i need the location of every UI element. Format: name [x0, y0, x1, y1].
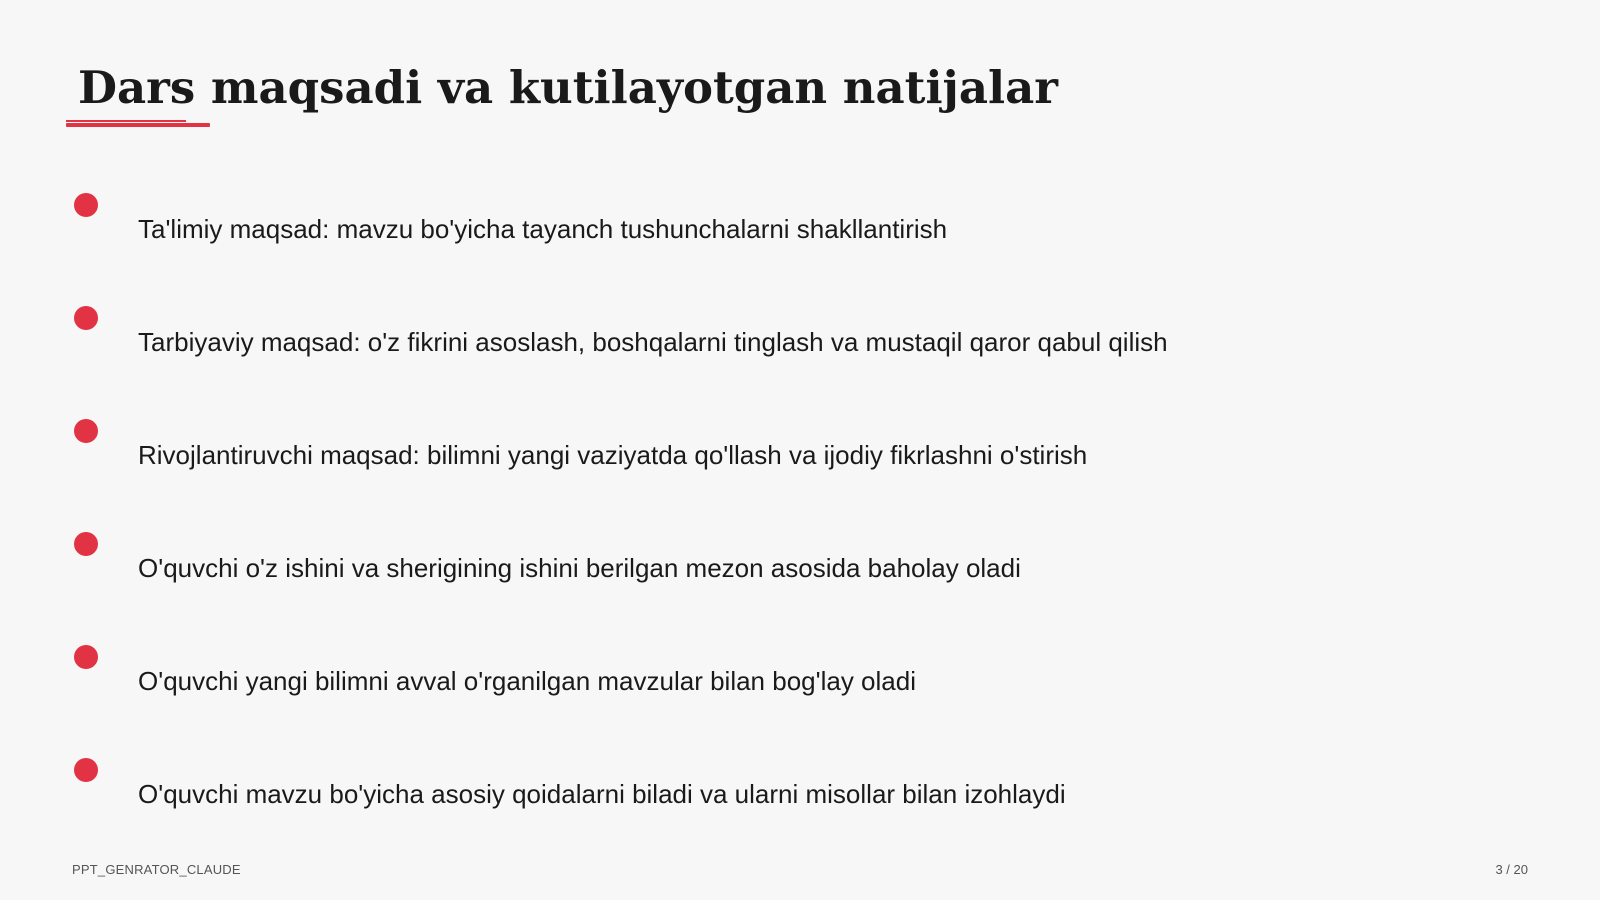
- bullet-item: [0, 419, 1400, 489]
- bullet-text: O'quvchi o'z ishini va sherigining ishini berilgan mezon asosida baholay oladi: [138, 553, 1021, 583]
- slide-title: Dars maqsadi va kutilayotgan natijalar: [78, 61, 1058, 114]
- title-underline-thin: [66, 120, 186, 122]
- bullet-dot-icon: [74, 532, 98, 556]
- bullet-dot-icon: [74, 306, 98, 330]
- bullet-text: O'quvchi mavzu bo'yicha asosiy qoidalarni biladi va ularni misollar bilan izohlaydi: [138, 779, 1066, 809]
- bullet-text: Ta'limiy maqsad: mavzu bo'yicha tayanch tushunchalarni shakllantirish: [138, 214, 948, 244]
- bullet-item: [0, 306, 1400, 376]
- bullet-dot-icon: [74, 758, 98, 782]
- bullet-dot-icon: [74, 645, 98, 669]
- bullet-text: Rivojlantiruvchi maqsad: bilimni yangi vaziyatda qo'llash va ijodiy fikrlashni o'stirish: [138, 440, 1088, 470]
- bullet-text: Tarbiyaviy maqsad: o'z fikrini asoslash, boshqalarni tinglash va mustaqil qaror qabul qilish: [138, 327, 1168, 357]
- bullet-text: O'quvchi yangi bilimni avval o'rganilgan mavzular bilan bog'lay oladi: [138, 666, 916, 696]
- bullet-dot-icon: [74, 419, 98, 443]
- bullet-item: [0, 645, 1400, 715]
- bullet-item: [0, 532, 1400, 602]
- title-underline: [66, 120, 210, 127]
- page-indicator: 3 / 20: [1495, 862, 1528, 877]
- bullet-dot-icon: [74, 193, 98, 217]
- bullet-item: [0, 758, 1400, 828]
- footer-brand: PPT_GENRATOR_CLAUDE: [72, 862, 241, 877]
- bullet-item: [0, 193, 1400, 263]
- title-underline-bar: [66, 123, 210, 127]
